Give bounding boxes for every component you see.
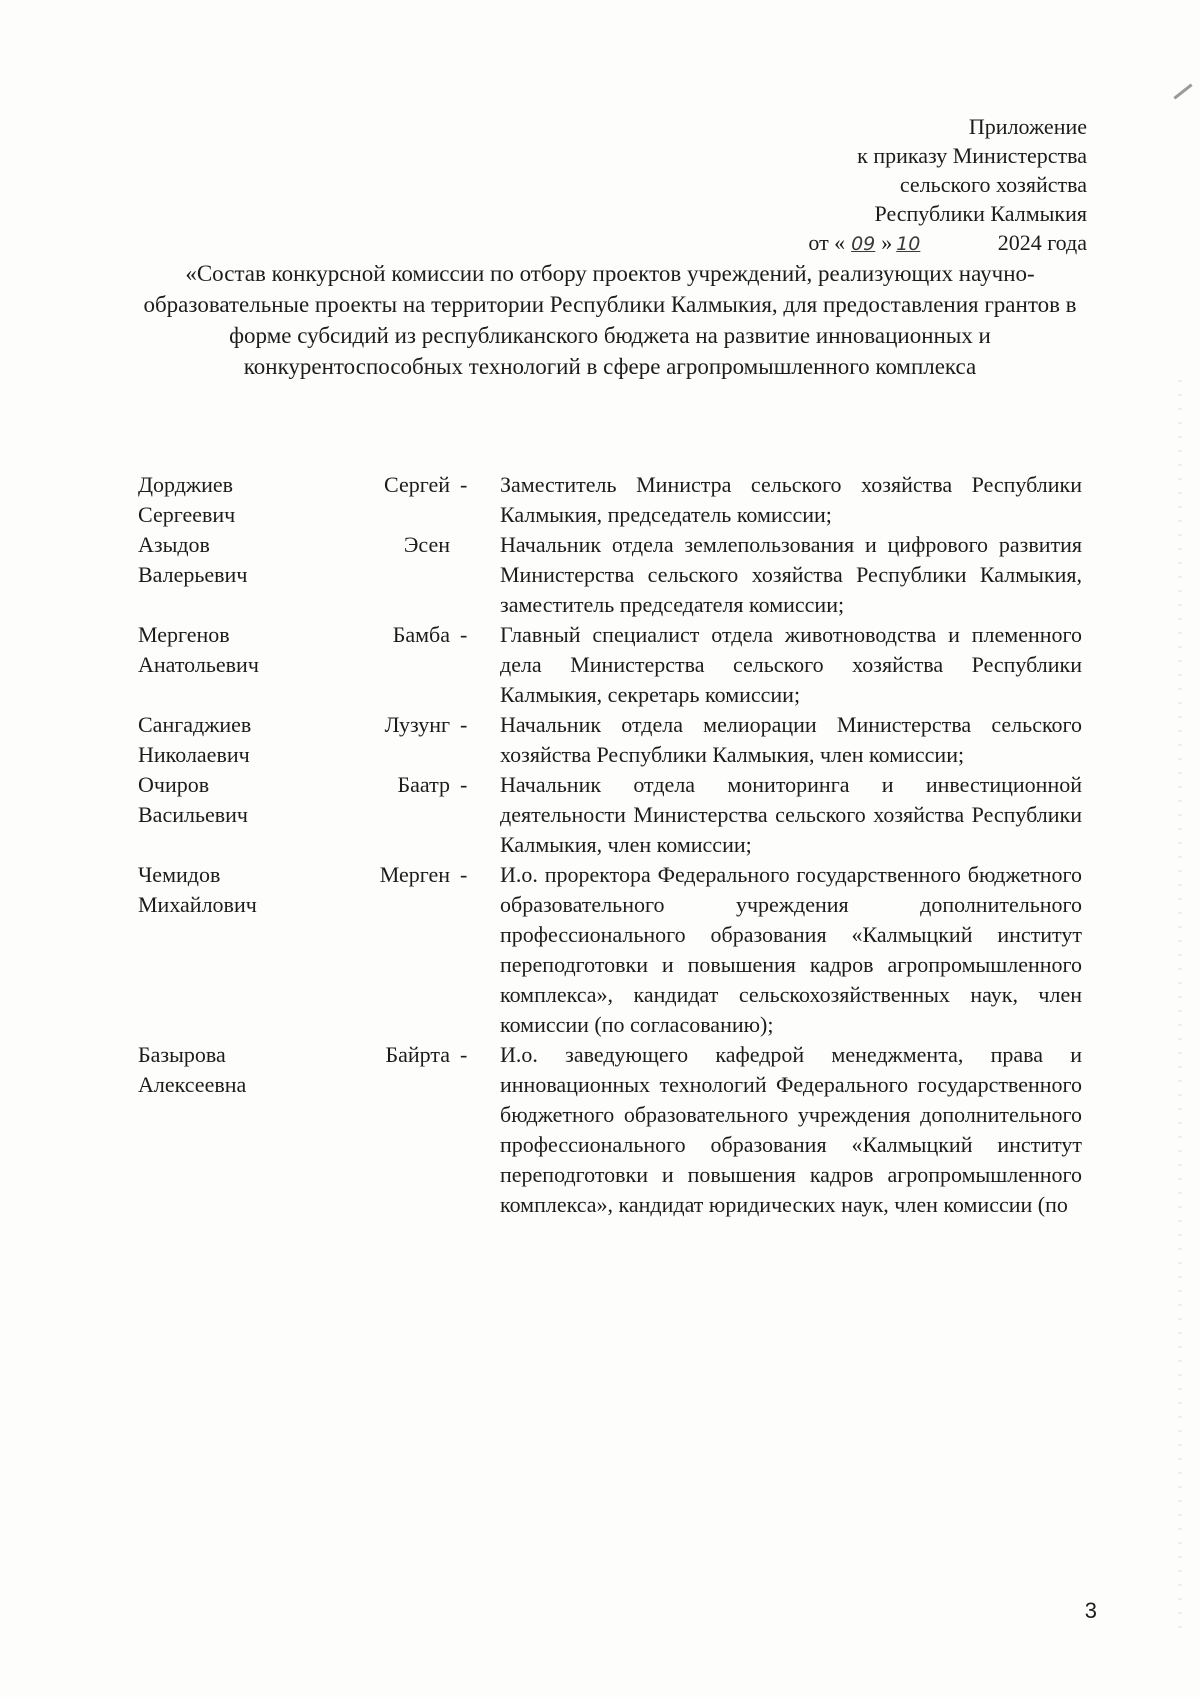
member-row <box>138 710 1088 770</box>
member-first-name: Сергей <box>384 472 450 497</box>
member-patronymic: Николаевич <box>138 742 250 767</box>
member-patronymic: Михайлович <box>138 892 257 917</box>
member-name-line <box>138 530 450 560</box>
member-first-name: Баатр <box>397 772 450 797</box>
member-dash: - <box>460 862 468 887</box>
member-role: Начальник отдела мелиорации Министерства сельского хозяйства Республики Калмыкия, член комиссии; <box>500 712 1082 767</box>
member-surname: Очиров <box>138 772 210 797</box>
member-first-name: Байрта <box>385 1042 450 1067</box>
date-month-handwritten: 10 <box>896 233 921 255</box>
member-surname: Сангаджиев <box>138 712 252 737</box>
member-row <box>138 620 1088 710</box>
member-dash: - <box>460 622 468 647</box>
header-line-republic: Республики Калмыкия <box>874 201 1087 226</box>
commission-members-list <box>138 470 1088 1220</box>
member-surname: Азыдов <box>138 532 210 557</box>
date-day-handwritten: 09 <box>851 233 876 255</box>
header-line-appendix: Приложение <box>968 114 1087 139</box>
date-prefix: от « <box>808 230 846 255</box>
member-name <box>138 770 450 860</box>
appendix-header <box>808 112 1087 259</box>
member-dash <box>450 530 500 620</box>
member-role: Заместитель Министра сельского хозяйства Республики Калмыкия, председатель комиссии; <box>500 472 1082 527</box>
member-row <box>138 860 1088 1040</box>
member-patronymic: Васильевич <box>138 802 248 827</box>
member-row <box>138 530 1088 620</box>
member-row <box>138 770 1088 860</box>
member-dash: - <box>460 1042 468 1067</box>
member-name <box>138 470 450 530</box>
member-surname: Чемидов <box>138 862 221 887</box>
member-patronymic: Валерьевич <box>138 562 248 587</box>
member-name-line <box>138 770 450 800</box>
member-first-name: Эсен <box>403 532 450 557</box>
member-role: И.о. проректора Федерального государственного бюджетного образовательного учреждения дополнительного профессионального образования «Калмыцкий институт переподготовки и повышения кадров агропромышленного комплекса», кандидат сельскохозяйственных наук, член комиссии (по согласованию); <box>500 862 1082 1037</box>
member-first-name: Лузунг <box>384 712 450 737</box>
member-dash: - <box>460 472 468 497</box>
member-row <box>138 470 1088 530</box>
member-surname: Дорджиев <box>138 472 234 497</box>
page-number: 3 <box>1084 1598 1097 1623</box>
member-surname: Мергенов <box>138 622 230 647</box>
member-name-line <box>138 1040 450 1070</box>
member-role: Главный специалист отдела животноводства и племенного дела Министерства сельского хозяйства Республики Калмыкия, секретарь комиссии; <box>500 622 1082 707</box>
member-patronymic: Сергеевич <box>138 502 236 527</box>
member-role: Начальник отдела землепользования и цифрового развития Министерства сельского хозяйства Республики Калмыкия, заместитель председателя комиссии; <box>500 532 1082 617</box>
member-surname: Базырова <box>138 1042 226 1067</box>
member-name-line <box>138 860 450 890</box>
member-name <box>138 1040 450 1220</box>
member-row <box>138 1040 1088 1220</box>
member-patronymic: Алексеевна <box>138 1072 247 1097</box>
scan-edge-specks <box>1178 380 1182 1630</box>
member-name <box>138 530 450 620</box>
member-first-name: Мерген <box>379 862 450 887</box>
member-name <box>138 860 450 1040</box>
date-year: 2024 года <box>997 230 1087 255</box>
member-name <box>138 620 450 710</box>
header-date-line <box>808 228 1087 259</box>
header-line-ministry: сельского хозяйства <box>899 172 1087 197</box>
member-name-line <box>138 620 450 650</box>
member-name-line <box>138 470 450 500</box>
member-name-line <box>138 710 450 740</box>
date-mid: » <box>881 230 893 255</box>
member-dash: - <box>460 712 468 737</box>
member-patronymic: Анатольевич <box>138 652 259 677</box>
member-first-name: Бамба <box>392 622 450 647</box>
header-line-order: к приказу Министерства <box>857 143 1087 168</box>
member-name <box>138 710 450 770</box>
scan-corner-mark <box>1173 84 1192 100</box>
member-dash: - <box>460 772 468 797</box>
document-title: «Состав конкурсной комиссии по отбору проектов учреждений, реализующих научно-образовательные проекты на территории Республики Калмыкия, для предоставления грантов в форме субсидий из республиканского бюджета на развитие инновационных и конкурентоспособных технологий в сфере агропромышленного комплекса <box>143 261 1077 379</box>
member-role: И.о. заведующего кафедрой менеджмента, права и инновационных технологий Федерального государственного бюджетного образовательного учреждения дополнительного профессионального образования «Калмыцкий институт переподготовки и повышения кадров агропромышленного комплекса», кандидат юридических наук, член комиссии (по <box>500 1042 1082 1217</box>
member-role: Начальник отдела мониторинга и инвестиционной деятельности Министерства сельского хозяйства Республики Калмыкия, член комиссии; <box>500 772 1082 857</box>
